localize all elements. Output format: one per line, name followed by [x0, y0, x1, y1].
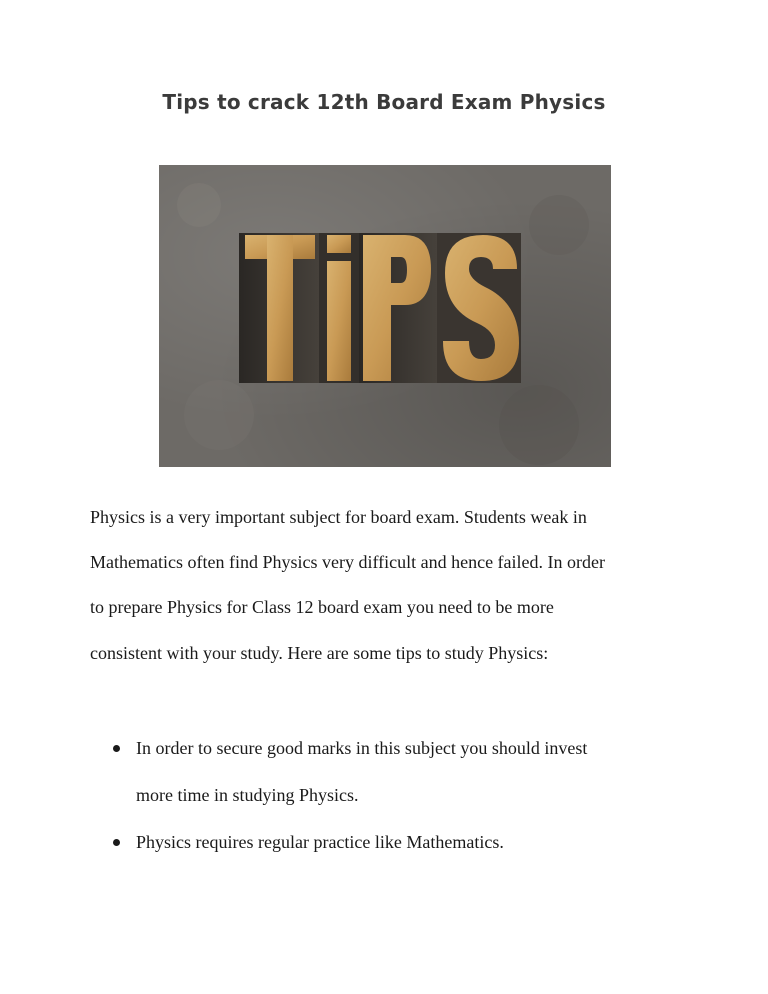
page-title: Tips to crack 12th Board Exam Physics	[162, 90, 606, 114]
bullet-icon	[113, 745, 120, 752]
tip-1-line-1: In order to secure good marks in this subject you should invest	[136, 738, 588, 758]
intro-line-4: consistent with your study. Here are some tips to study Physics:	[90, 643, 549, 663]
intro-line-2: Mathematics often find Physics very difficult and hence failed. In order	[90, 552, 606, 572]
tips-hero-image	[159, 165, 611, 467]
tip-1-line-2: more time in studying Physics.	[136, 785, 359, 805]
intro-line-3: to prepare Physics for Class 12 board exam you need to be more	[90, 597, 554, 617]
wooden-letters-illustration	[159, 165, 611, 467]
intro-line-1: Physics is a very important subject for board exam. Students weak in	[90, 507, 587, 527]
bullet-icon	[113, 839, 120, 846]
tip-2-line-1: Physics requires regular practice like Mathematics.	[136, 832, 504, 852]
